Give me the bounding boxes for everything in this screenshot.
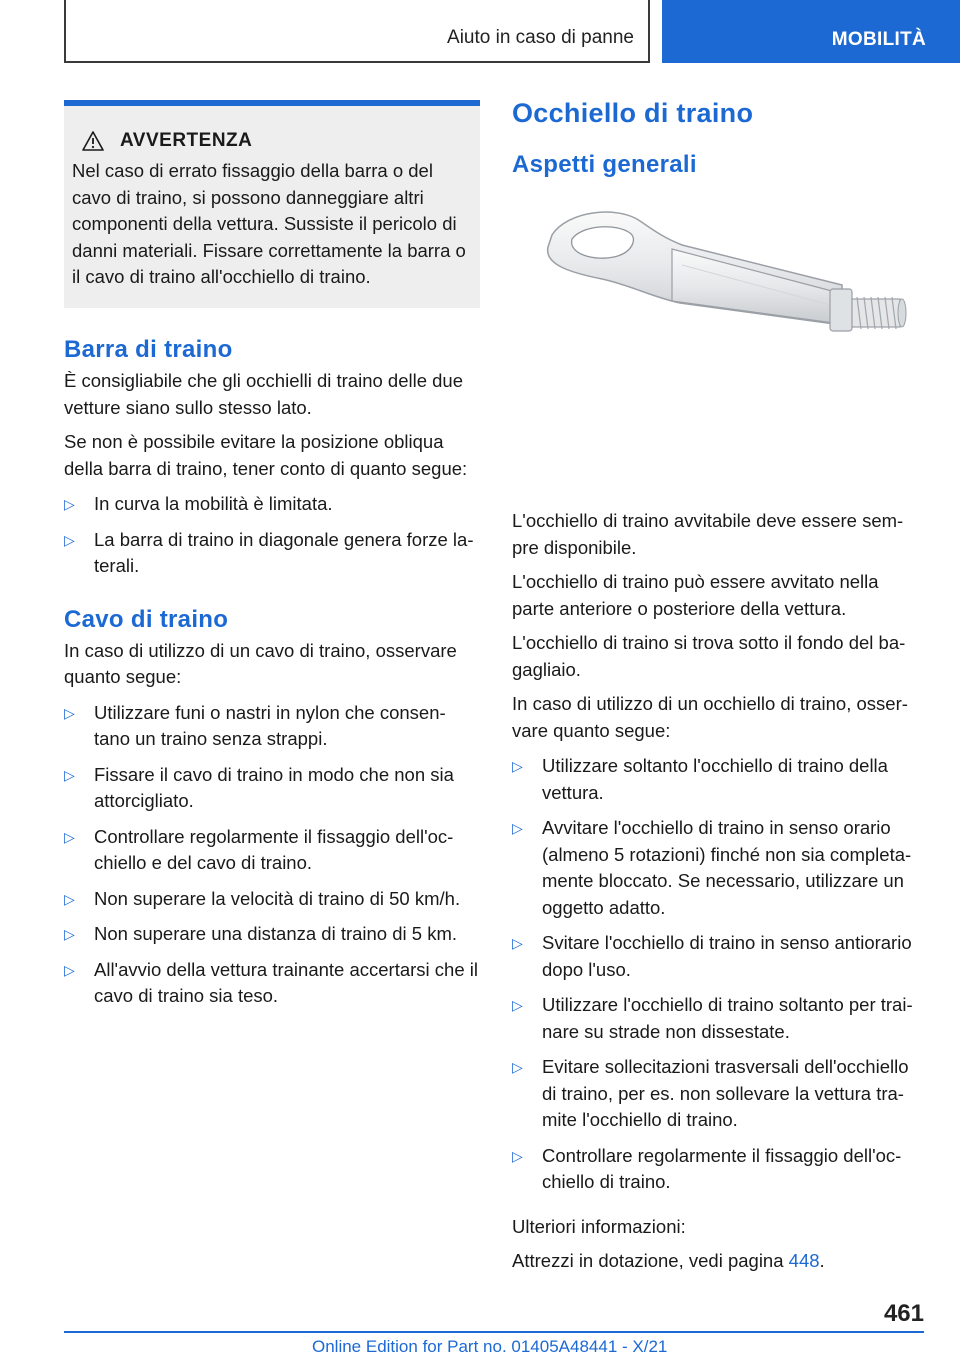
triangle-bullet-icon: ▷ [512, 820, 523, 836]
header-chapter-title: MOBILITÀ [831, 29, 926, 50]
right-column [512, 98, 924, 1275]
header-section-title: Aiuto in caso di panne [447, 27, 634, 48]
heading-cavo-di-traino: Cavo di traino [64, 605, 229, 633]
list-item: ▷ Utilizzare soltanto l'occhiello di traino della vettura. [512, 755, 888, 803]
footer-divider [64, 1331, 924, 1333]
heading-occhiello-di-traino: Occhiello di traino [512, 98, 754, 128]
list-item: ▷ Fissare il cavo di traino in modo che non sia attorcigliato. [64, 763, 454, 811]
left-column [64, 100, 480, 1010]
tow-eye-image [512, 193, 924, 413]
more-info-label: Ulteriori informazioni: [512, 1215, 686, 1237]
cavo-list [64, 700, 480, 1010]
right-paragraph-3: L'occhiello di traino si trova sotto il fondo del ba-gagliaio. [512, 632, 906, 680]
triangle-bullet-icon: ▷ [64, 926, 75, 942]
warning-header [72, 130, 472, 152]
list-item: ▷ In curva la mobilità è limitata. [64, 491, 480, 518]
reference-text: Attrezzi in dotazione, vedi pagina [512, 1250, 789, 1271]
barra-paragraph-1: È consigliabile che gli occhielli di traino delle due vetture siano sullo stesso lato. [64, 370, 464, 418]
page-reference-link[interactable]: 448 [788, 1250, 820, 1271]
reference-suffix: . [819, 1250, 825, 1271]
warning-box [64, 100, 480, 308]
list-item: ▷ Avvitare l'occhiello di traino in senso orario (almeno 5 rotazioni) finché non sia completa-mente bloccato. Se necessario, utilizzare un oggetto adatto. [512, 817, 912, 918]
warning-title: AVVERTENZA [120, 130, 253, 151]
list-item: ▷ Controllare regolarmente il fissaggio dell'oc-chiello di traino. [512, 1144, 902, 1192]
triangle-bullet-icon: ▷ [512, 997, 523, 1013]
triangle-bullet-icon: ▷ [64, 961, 75, 978]
cavo-paragraph-1: In caso di utilizzo di un cavo di traino, osservare quanto segue: [64, 639, 457, 687]
right-paragraph-2: L'occhiello di traino può essere avvitato nella parte anteriore o posteriore della vettura. [512, 571, 879, 619]
list-item: ▷ Non superare la velocità di traino di 50 km/h. [64, 886, 480, 913]
list-item: ▷ Utilizzare funi o nastri in nylon che consen-tano un traino senza strappi. [64, 701, 446, 749]
list-item: ▷ Evitare sollecitazioni trasversali dell'occhiello di traino, per es. non sollevare la vettura tra-mite l'occhiello di traino. [512, 1056, 909, 1130]
list-item: ▷ Svitare l'occhiello di traino in senso antiorario dopo l'uso. [512, 932, 912, 980]
section-cavo [64, 606, 480, 1010]
occhiello-list [512, 753, 924, 1196]
triangle-bullet-icon: ▷ [64, 890, 75, 907]
reference-line [512, 1248, 924, 1275]
header-section-box [64, 0, 650, 63]
list-item: ▷ All'avvio della vettura trainante accertarsi che il cavo di traino sia teso. [64, 958, 478, 1006]
triangle-bullet-icon: ▷ [64, 531, 75, 548]
triangle-bullet-icon: ▷ [64, 828, 75, 845]
triangle-bullet-icon: ▷ [64, 766, 75, 783]
triangle-bullet-icon: ▷ [64, 704, 75, 721]
footer-edition-text: Online Edition for Part no. 01405A48441 - X/21 [312, 1337, 668, 1356]
triangle-bullet-icon: ▷ [512, 1059, 523, 1075]
triangle-bullet-icon: ▷ [512, 1147, 523, 1164]
triangle-bullet-icon: ▷ [64, 496, 75, 512]
heading-barra-di-traino: Barra di traino [64, 336, 233, 363]
section-barra [64, 336, 480, 580]
list-item: ▷ Utilizzare l'occhiello di traino soltanto per trai-nare su strade non dissestate. [512, 994, 913, 1042]
right-paragraph-1: L'occhiello di traino avvitabile deve essere sem-pre disponibile. [512, 510, 904, 558]
list-item: ▷ La barra di traino in diagonale genera forze la-terali. [64, 528, 474, 576]
triangle-bullet-icon: ▷ [512, 758, 523, 774]
right-paragraph-4: In caso di utilizzo di un occhiello di traino, osser-vare quanto segue: [512, 693, 908, 741]
list-item: ▷ Controllare regolarmente il fissaggio dell'oc-chiello e del cavo di traino. [64, 825, 454, 873]
header-chapter-tab [662, 0, 960, 63]
barra-paragraph-2: Se non è possibile evitare la posizione obliqua della barra di traino, tener conto di quanto segue: [64, 431, 468, 479]
warning-triangle-icon [82, 131, 104, 151]
barra-list [64, 491, 480, 580]
tow-eye-illustration [512, 193, 924, 413]
list-item: ▷ Non superare una distanza di traino di 5 km. [64, 921, 480, 948]
heading-aspetti-generali: Aspetti generali [512, 151, 697, 178]
triangle-bullet-icon: ▷ [512, 935, 523, 951]
page-number: 461 [883, 1300, 924, 1327]
warning-text: Nel caso di errato fissaggio della barra o del cavo di traino, si possono danneggiare altri componenti della vettura. Sussiste il pericolo di danni materiali. Fissare correttamente la barra o il cavo di traino all'occhiello di traino. [72, 160, 466, 287]
